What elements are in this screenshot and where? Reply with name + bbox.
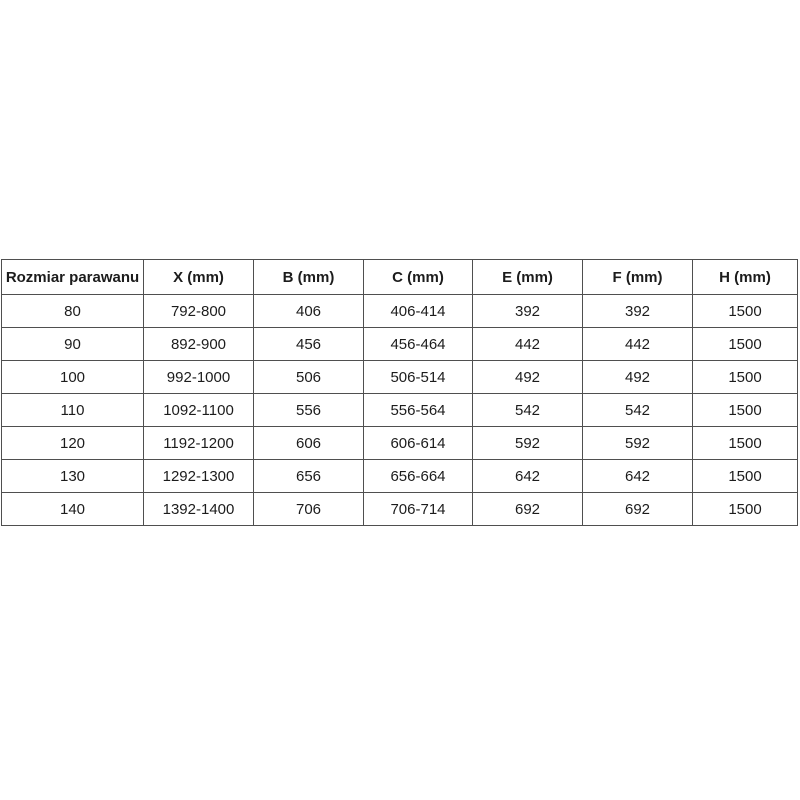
table-row [2, 460, 798, 493]
table-cell: 1292-1300 [144, 460, 254, 493]
table-cell: 706-714 [364, 493, 473, 526]
table-cell: 792-800 [144, 295, 254, 328]
table-cell: 592 [473, 427, 583, 460]
table-cell: 406-414 [364, 295, 473, 328]
header-cell-3: C (mm) [364, 260, 473, 295]
table-cell: 706 [254, 493, 364, 526]
size-table-container [1, 259, 797, 526]
table-cell: 1092-1100 [144, 394, 254, 427]
shower-screen-dimensions-table [1, 259, 798, 526]
table-cell: 140 [2, 493, 144, 526]
table-cell: 656-664 [364, 460, 473, 493]
table-body [2, 295, 798, 526]
table-cell: 120 [2, 427, 144, 460]
table-cell: 392 [583, 295, 693, 328]
table-cell: 1500 [693, 427, 798, 460]
table-cell: 692 [473, 493, 583, 526]
table-cell: 992-1000 [144, 361, 254, 394]
table-cell: 1392-1400 [144, 493, 254, 526]
table-cell: 456-464 [364, 328, 473, 361]
table-cell: 606-614 [364, 427, 473, 460]
table-cell: 442 [583, 328, 693, 361]
table-cell: 542 [473, 394, 583, 427]
table-cell: 110 [2, 394, 144, 427]
table-cell: 1500 [693, 295, 798, 328]
table-row [2, 394, 798, 427]
table-cell: 100 [2, 361, 144, 394]
table-cell: 392 [473, 295, 583, 328]
table-cell: 642 [473, 460, 583, 493]
table-row [2, 328, 798, 361]
table-row [2, 295, 798, 328]
header-cell-2: B (mm) [254, 260, 364, 295]
header-cell-4: E (mm) [473, 260, 583, 295]
table-cell: 1500 [693, 493, 798, 526]
header-cell-6: H (mm) [693, 260, 798, 295]
table-cell: 642 [583, 460, 693, 493]
table-cell: 456 [254, 328, 364, 361]
table-cell: 90 [2, 328, 144, 361]
table-cell: 556 [254, 394, 364, 427]
table-cell: 692 [583, 493, 693, 526]
table-cell: 892-900 [144, 328, 254, 361]
table-cell: 492 [583, 361, 693, 394]
table-row [2, 361, 798, 394]
table-cell: 606 [254, 427, 364, 460]
table-cell: 556-564 [364, 394, 473, 427]
header-cell-0: Rozmiar parawanu [2, 260, 144, 295]
table-cell: 406 [254, 295, 364, 328]
table-cell: 1500 [693, 394, 798, 427]
table-cell: 542 [583, 394, 693, 427]
table-row [2, 427, 798, 460]
table-row [2, 493, 798, 526]
table-cell: 492 [473, 361, 583, 394]
table-header-row [2, 260, 798, 295]
table-cell: 592 [583, 427, 693, 460]
table-cell: 656 [254, 460, 364, 493]
table-cell: 442 [473, 328, 583, 361]
table-cell: 80 [2, 295, 144, 328]
table-cell: 1500 [693, 328, 798, 361]
header-cell-1: X (mm) [144, 260, 254, 295]
table-cell: 1192-1200 [144, 427, 254, 460]
header-cell-5: F (mm) [583, 260, 693, 295]
table-cell: 506-514 [364, 361, 473, 394]
table-cell: 1500 [693, 361, 798, 394]
table-cell: 506 [254, 361, 364, 394]
table-cell: 130 [2, 460, 144, 493]
table-cell: 1500 [693, 460, 798, 493]
